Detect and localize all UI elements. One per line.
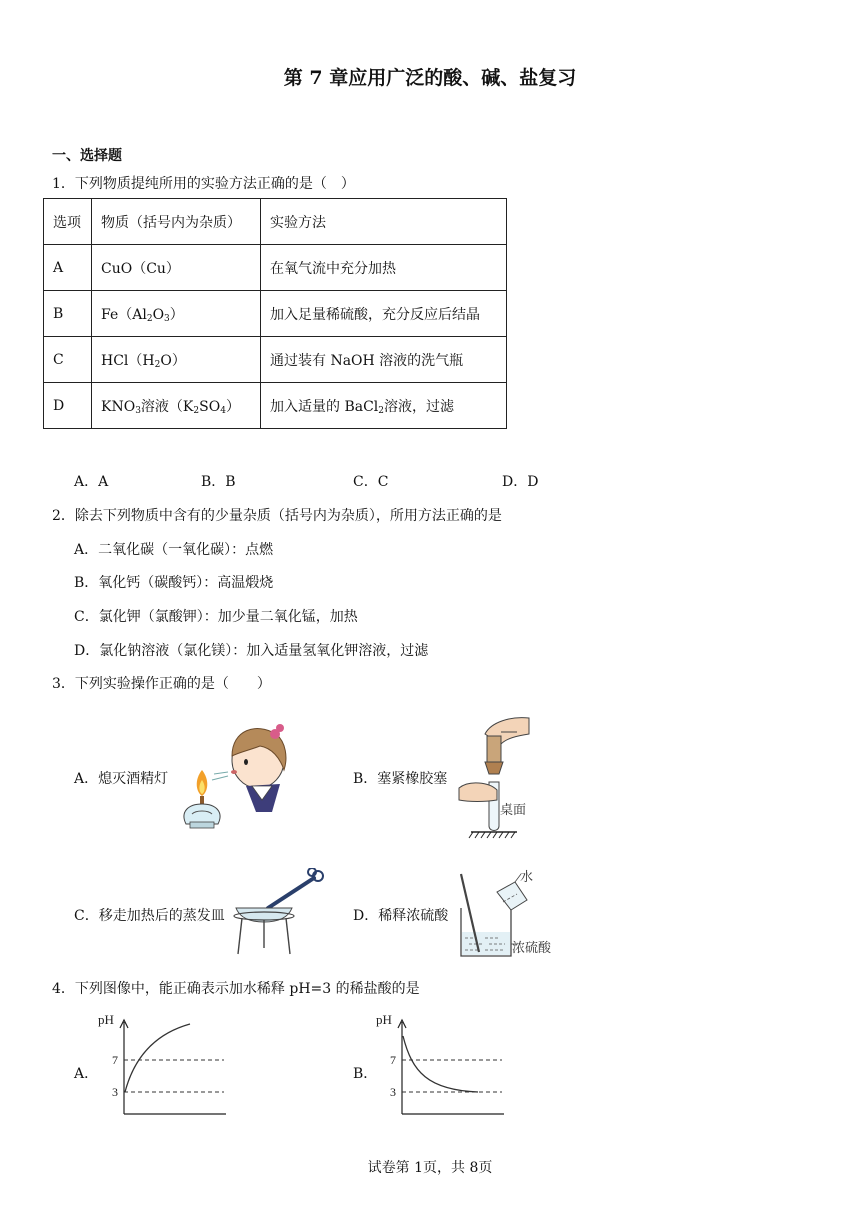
method-cell: 在氧气流中充分加热 bbox=[261, 245, 507, 291]
table-header-cell: 物质（括号内为杂质） bbox=[92, 199, 261, 245]
substance-cell: $Fe(Al_2O_3)$ bbox=[92, 291, 261, 337]
q4-choice-b[interactable]: B． bbox=[353, 1066, 378, 1082]
question-1-stem: 1．下列物质提纯所用的实验方法正确的是（ ） bbox=[52, 176, 355, 192]
q2-choice-d[interactable]: D．氯化钠溶液（氯化镁）：加入适量氢氧化钾溶液，过滤 bbox=[74, 643, 429, 659]
method-cell: 加入足量稀硫酸，充分反应后结晶 bbox=[261, 291, 507, 337]
table-header-cell: 实验方法 bbox=[261, 199, 507, 245]
option-cell: A bbox=[44, 245, 92, 291]
water-label: 水 bbox=[520, 870, 534, 885]
q2-choice-a[interactable]: A．二氧化碳（一氧化碳）：点燃 bbox=[74, 542, 274, 558]
graph-b-ylabel: pH bbox=[376, 1012, 392, 1027]
table-header-row bbox=[44, 199, 507, 245]
question-4-stem: 4．下列图像中，能正确表示加水稀释 pH=3 的稀盐酸的是 bbox=[52, 981, 420, 997]
rubber-stopper-illustration bbox=[455, 712, 535, 842]
substance-cell: $HCl(H_2O)$ bbox=[92, 337, 261, 383]
table-header-cell: 选项 bbox=[44, 199, 92, 245]
option-cell: C bbox=[44, 337, 92, 383]
method-cell: 加入适量的 BaCl$_2$溶液，过滤 bbox=[261, 383, 507, 429]
q1-choice-d[interactable]: D．D bbox=[502, 474, 539, 490]
q1-choice-c[interactable]: C．C bbox=[353, 474, 389, 490]
q3-choice-b[interactable]: B．塞紧橡胶塞 bbox=[353, 771, 448, 787]
desk-label: 桌面 bbox=[500, 803, 527, 818]
substance-cell: $KNO_3$溶液$(K_2SO_4)$ bbox=[92, 383, 261, 429]
question-2-stem: 2．除去下列物质中含有的少量杂质（括号内为杂质），所用方法正确的是 bbox=[52, 508, 502, 524]
table-row bbox=[44, 291, 507, 337]
page-title: 第 7 章应用广泛的酸、碱、盐复习 bbox=[283, 67, 577, 89]
q4-choice-a[interactable]: A． bbox=[74, 1066, 99, 1082]
q2-choice-c[interactable]: C．氯化钾（氯酸钾）：加少量二氧化锰，加热 bbox=[74, 609, 358, 625]
graph-a-tick-7: 7 bbox=[112, 1053, 118, 1067]
q3-choice-c[interactable]: C．移走加热后的蒸发皿 bbox=[74, 908, 225, 924]
graph-a-ylabel: pH bbox=[98, 1012, 114, 1027]
q3-choice-d[interactable]: D．稀释浓硫酸 bbox=[353, 908, 449, 924]
method-cell: 通过装有 NaOH 溶液的洗气瓶 bbox=[261, 337, 507, 383]
alcohol-lamp-blowing-illustration bbox=[176, 712, 292, 834]
table-row bbox=[44, 245, 507, 291]
graph-b-tick-7: 7 bbox=[390, 1053, 396, 1067]
question-1-table bbox=[43, 198, 507, 429]
option-cell: D bbox=[44, 383, 92, 429]
graph-a-tick-3: 3 bbox=[112, 1085, 118, 1099]
ph-graph-a bbox=[94, 1008, 228, 1122]
option-cell: B bbox=[44, 291, 92, 337]
q1-choice-a[interactable]: A．A bbox=[74, 474, 109, 490]
acid-label: 浓硫酸 bbox=[512, 941, 552, 956]
q2-choice-b[interactable]: B．氧化钙（碳酸钙）：高温煅烧 bbox=[74, 575, 274, 591]
table-row bbox=[44, 383, 507, 429]
question-3-stem: 3．下列实验操作正确的是（ ） bbox=[52, 676, 271, 692]
graph-b-tick-3: 3 bbox=[390, 1085, 396, 1099]
substance-cell: CuO（Cu） bbox=[92, 245, 261, 291]
ph-graph-b bbox=[372, 1008, 506, 1122]
q3-choice-a[interactable]: A．熄灭酒精灯 bbox=[74, 771, 169, 787]
table-row bbox=[44, 337, 507, 383]
evaporating-dish-illustration bbox=[232, 868, 330, 956]
section-heading: 一、选择题 bbox=[52, 148, 122, 164]
page-footer: 试卷第 1页，共 8页 bbox=[367, 1160, 493, 1176]
q1-choice-b[interactable]: B．B bbox=[201, 474, 236, 490]
